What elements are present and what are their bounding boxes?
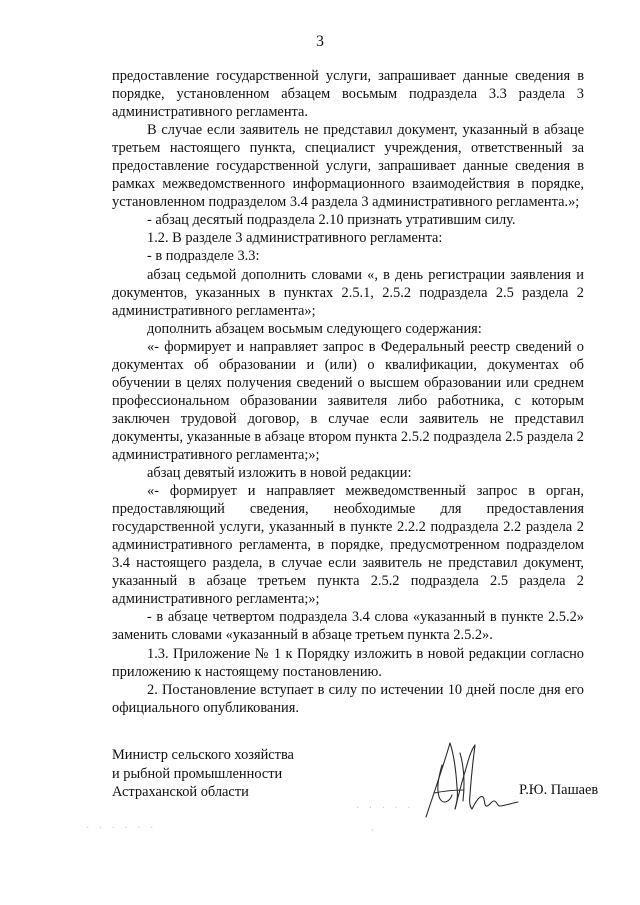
scan-artifact: · · · · · bbox=[355, 803, 413, 813]
scan-artifact: · bbox=[370, 826, 377, 836]
signer-position-line-2: и рыбной промышленности bbox=[112, 765, 283, 782]
document-paragraph: 2. Постановление вступает в силу по истечении 10 дней после дня его официального опубликования. bbox=[112, 681, 584, 716]
document-paragraph: - в подразделе 3.3: bbox=[147, 248, 260, 265]
document-paragraph: - абзац десятый подраздела 2.10 признать утратившим силу. bbox=[147, 212, 516, 229]
document-paragraph: 1.2. В разделе 3 административного регламента: bbox=[147, 230, 443, 247]
handwritten-signature bbox=[420, 735, 530, 825]
signer-name: Р.Ю. Пашаев bbox=[519, 782, 599, 798]
signature-position bbox=[112, 746, 294, 802]
page-number: 3 bbox=[316, 33, 324, 50]
document-paragraph: 1.3. Приложение № 1 к Порядку изложить в новой редакции согласно приложению к настоящему постановлению. bbox=[112, 645, 584, 680]
document-paragraph: предоставление государственной услуги, запрашивает данные сведения в порядке, установленном абзацем восьмым подраздела 3.3 раздела 3 административного регламента. bbox=[112, 68, 584, 121]
document-body bbox=[112, 67, 584, 717]
signer-position-line-3: Астраханской области bbox=[112, 784, 249, 800]
scan-artifact: · · · · · · bbox=[85, 823, 156, 833]
signer-position-line-1: Министр сельского хозяйства bbox=[112, 747, 294, 763]
document-paragraph: дополнить абзацем восьмым следующего содержания: bbox=[147, 320, 482, 337]
document-paragraph: абзац седьмой дополнить словами «, в день регистрации заявления и документов, указанных в пунктах 2.5.1, 2.5.2 подраздела 2.5 раздела 2 административного регламента»; bbox=[112, 266, 584, 319]
document-paragraph: В случае если заявитель не представил документ, указанный в абзаце третьем настоящего пункта, специалист учреждения, ответственный за предоставление государственной услуги, запрашивает данные сведения в рамках межведомственного информационного взаимодействия в порядке, установленном подразделом 3.4 раздела 3 административного регламента.»; bbox=[112, 122, 584, 211]
document-paragraph: - в абзаце четвертом подраздела 3.4 слова «указанный в пункте 2.5.2» заменить словами «указанный в абзаце третьем пункта 2.5.2». bbox=[112, 609, 584, 644]
document-paragraph: абзац девятый изложить в новой редакции: bbox=[147, 465, 412, 482]
document-paragraph: «- формирует и направляет межведомственный запрос в орган, предоставляющий сведения, необходимые для предоставления государственной услуги, указанный в пункте 2.2.2 подраздела 2.2 раздела 2 административного регламента, в порядке, предусмотренном подразделом 3.4 настоящего раздела, в случае если заявитель не представил документ, указанный в абзаце третьем пункта 2.5.2 подраздела 2.5 раздела 2 административного регламента;»; bbox=[112, 483, 584, 608]
document-paragraph: «- формирует и направляет запрос в Федеральный реестр сведений о документах об образовании и (или) о квалификации, документах об обучении в целях получения сведений о высшем образовании или среднем профессиональном образовании заявителя либо работника, с которым заключен трудовой договор, в случае если заявитель не представил документы, указанные в абзаце втором пункта 2.5.2 подраздела 2.5 раздела 2 административного регламента;»; bbox=[112, 338, 584, 463]
